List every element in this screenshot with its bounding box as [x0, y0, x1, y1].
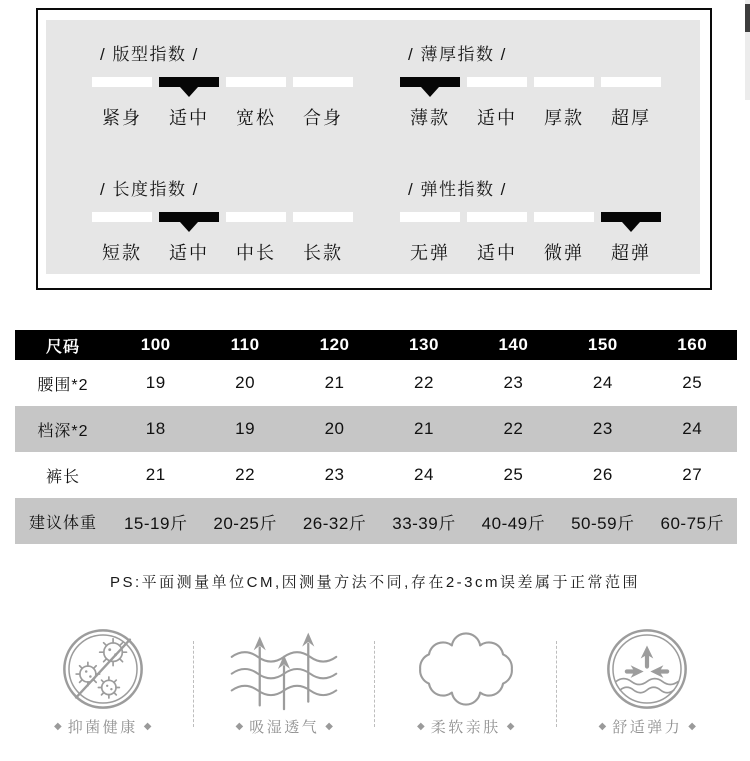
index-group-fit [92, 43, 353, 130]
index-group-elasticity [400, 178, 661, 265]
table-cell: 19 [145, 373, 166, 392]
index-bar [534, 77, 594, 87]
table-row-suggested-weight [15, 498, 737, 544]
table-row-pants-length [15, 452, 737, 498]
feature-label [54, 716, 151, 737]
table-cell: 25 [503, 465, 524, 484]
index-title-elasticity: / 弹性指数 / [408, 180, 507, 199]
index-option: 适中 [169, 243, 209, 263]
index-group-length [92, 178, 353, 265]
index-options [92, 104, 353, 130]
table-cell: 26-32斤 [302, 513, 367, 533]
table-cell: 21 [414, 419, 434, 438]
size-table-header-cell: 120 [319, 335, 350, 354]
diamond-icon: ◆ [325, 721, 333, 732]
table-cell: 24 [414, 465, 434, 484]
index-panel [46, 20, 700, 274]
row-label: 档深*2 [37, 422, 89, 440]
index-bar [293, 77, 353, 87]
table-cell: 22 [503, 419, 524, 438]
index-bar [467, 212, 527, 222]
table-cell: 20-25斤 [213, 513, 277, 533]
table-cell: 40-49斤 [481, 513, 546, 533]
index-option: 合身 [303, 108, 343, 128]
index-option: 超弹 [611, 243, 651, 263]
index-bar [601, 77, 661, 87]
feature-label-text: 吸湿透气 [249, 719, 320, 736]
table-cell: 18 [145, 419, 166, 438]
index-option: 短款 [102, 243, 142, 263]
antibacterial-icon [61, 627, 145, 711]
feature-breathable [194, 627, 376, 737]
index-bar [159, 77, 219, 87]
index-group-thickness [400, 43, 661, 130]
index-option: 适中 [477, 108, 517, 128]
feature-label [417, 716, 514, 737]
table-cell: 20 [324, 419, 345, 438]
row-label: 建议体重 [28, 514, 97, 532]
index-title-length: / 长度指数 / [100, 180, 199, 199]
stretch-icon [605, 627, 689, 711]
table-cell: 19 [235, 419, 256, 438]
table-cell: 22 [235, 465, 256, 484]
row-label: 裤长 [45, 468, 80, 486]
table-cell: 50-59斤 [571, 513, 635, 533]
index-options [92, 239, 353, 265]
table-cell: 24 [682, 419, 703, 438]
index-option: 适中 [477, 243, 517, 263]
diamond-icon: ◆ [54, 721, 62, 732]
table-cell: 33-39斤 [392, 513, 456, 533]
index-bar [92, 212, 152, 222]
index-option: 厚款 [544, 108, 584, 128]
table-cell: 22 [414, 373, 434, 392]
index-bar [293, 212, 353, 222]
feature-label-text: 抑菌健康 [67, 719, 138, 736]
diamond-icon: ◆ [598, 721, 607, 732]
index-bar [534, 212, 594, 222]
table-cell: 24 [592, 373, 613, 392]
features-row [12, 627, 738, 737]
table-cell: 60-75斤 [660, 513, 724, 533]
feature-label-text: 舒适弹力 [612, 719, 683, 736]
diamond-icon: ◆ [688, 721, 696, 732]
table-cell: 20 [235, 373, 256, 392]
index-bar [226, 77, 286, 87]
feature-soft-skin [375, 627, 557, 737]
size-table-header-cell: 160 [677, 335, 708, 354]
index-bar-track [92, 212, 353, 222]
feature-label [599, 716, 696, 737]
feature-label [236, 716, 333, 737]
index-option: 适中 [169, 108, 209, 128]
index-bar-track [400, 212, 661, 222]
feature-stretch [557, 627, 739, 737]
table-cell: 21 [324, 373, 345, 392]
feature-label-text: 柔软亲肤 [430, 719, 501, 736]
soft-skin-icon [408, 627, 524, 711]
index-title-fit: / 版型指数 / [100, 45, 199, 64]
scrollbar-track[interactable] [745, 0, 750, 100]
index-option: 薄款 [410, 108, 450, 128]
index-bar-track [92, 77, 353, 87]
table-row-crotch-depth [15, 406, 737, 452]
index-panel-box [36, 8, 712, 290]
index-bar [92, 77, 152, 87]
size-table-header-cell: 100 [140, 335, 171, 354]
diamond-icon: ◆ [506, 721, 515, 732]
table-cell: 26 [592, 465, 613, 484]
index-title-thickness: / 薄厚指数 / [408, 45, 507, 64]
index-option: 宽松 [236, 108, 276, 128]
index-bar [601, 212, 661, 222]
scrollbar-thumb[interactable] [745, 4, 750, 32]
size-table-header-row [15, 330, 737, 360]
feature-antibacterial [12, 627, 194, 737]
index-option: 无弹 [410, 243, 450, 263]
diamond-icon: ◆ [143, 721, 152, 732]
diamond-icon: ◆ [417, 721, 425, 732]
index-option: 长款 [303, 243, 343, 263]
breathable-icon [228, 627, 340, 711]
table-cell: 23 [592, 419, 613, 438]
index-option: 微弹 [544, 243, 584, 263]
table-cell: 15-19斤 [123, 513, 188, 533]
table-cell: 21 [145, 465, 166, 484]
index-options [400, 239, 661, 265]
index-bar [159, 212, 219, 222]
index-option: 紧身 [102, 108, 142, 128]
size-table-header-cell: 150 [587, 335, 618, 354]
index-bar [467, 77, 527, 87]
size-table-header-cell: 110 [230, 335, 260, 354]
measurement-note: PS:平面测量单位CM,因测量方法不同,存在2-3cm误差属于正常范围 [109, 574, 641, 591]
index-bar [400, 212, 460, 222]
table-cell: 25 [682, 373, 703, 392]
table-cell: 23 [324, 465, 345, 484]
diamond-icon: ◆ [235, 721, 244, 732]
index-options [400, 104, 661, 130]
table-cell: 23 [503, 373, 524, 392]
index-bar-track [400, 77, 661, 87]
table-cell: 27 [682, 465, 703, 484]
index-bar [226, 212, 286, 222]
index-option: 中长 [236, 243, 276, 263]
size-table [15, 330, 737, 544]
index-bar [400, 77, 460, 87]
table-row-waist [15, 360, 737, 406]
index-option: 超厚 [611, 108, 651, 128]
size-table-header-cell: 130 [409, 335, 439, 354]
size-table-header-cell: 140 [498, 335, 529, 354]
row-label: 腰围*2 [37, 376, 89, 394]
size-table-header-cell: 尺码 [45, 338, 80, 356]
